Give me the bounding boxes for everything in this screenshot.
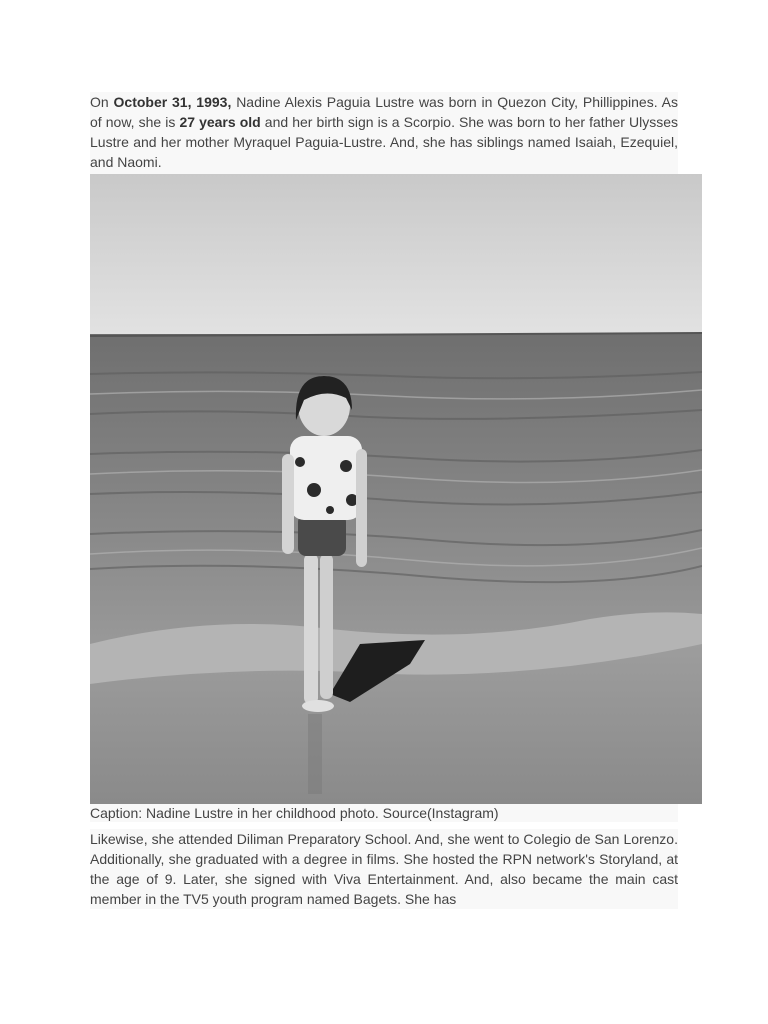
- photo-caption: Caption: Nadine Lustre in her childhood photo. Source(Instagram): [90, 804, 678, 822]
- birth-date: October 31, 1993,: [113, 94, 232, 110]
- intro-paragraph: [90, 92, 678, 178]
- education-paragraph: Likewise, she attended Diliman Preparatory School. And, she went to Colegio de San Lorenzo. Additionally, she graduated with a degree in films. She hosted the RPN network's Storyland, at the age of 9. Later, she signed with Viva Entertainment. And, also became the main cast member in the TV5 youth program named Bagets. She has: [90, 831, 678, 907]
- childhood-photo: [90, 174, 702, 804]
- age: 27 years old: [179, 114, 261, 130]
- intro-text-start: On: [90, 94, 114, 110]
- intro-text-middle: Nadine Alexis Paguia Lustre was born in Quezon City, Phillippines. As of now, she is: [90, 94, 679, 130]
- intro-text-end: and her birth sign is a Scorpio. She was born to her father Ulysses Lustre and her mother Myraquel Paguia-Lustre. And, she has siblings named Isaiah, Ezequiel, and Naomi.: [90, 114, 679, 170]
